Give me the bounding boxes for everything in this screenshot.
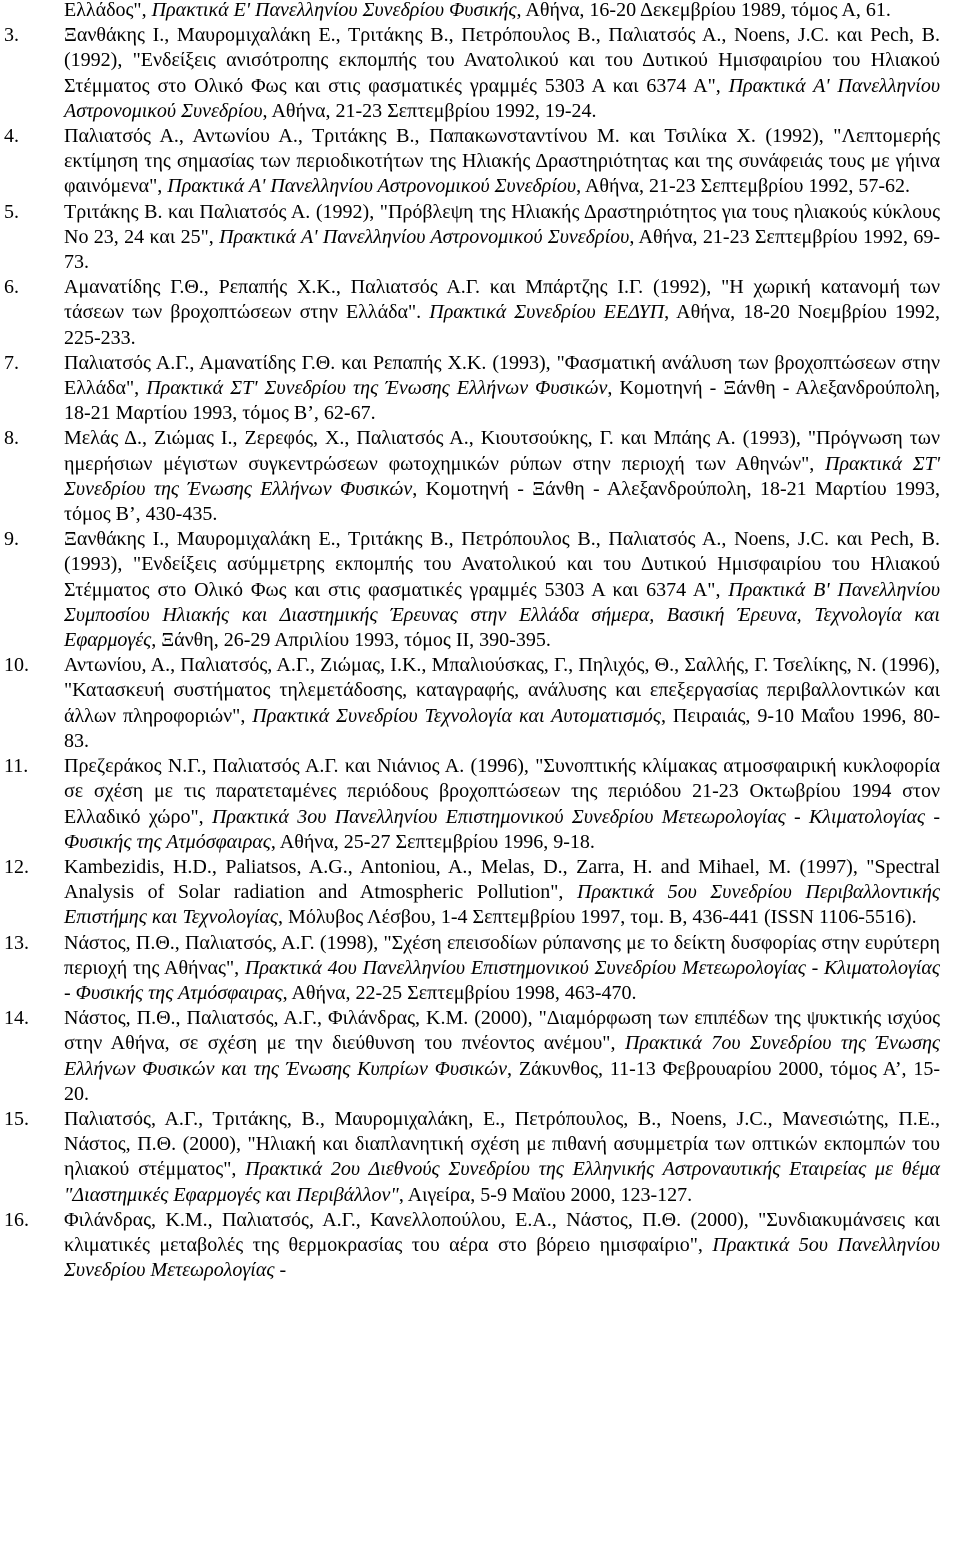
reference-number: 7. <box>4 351 19 374</box>
reference-body <box>64 653 940 754</box>
reference-number: 10. <box>4 654 29 677</box>
reference-item <box>0 1208 960 1284</box>
reference-text-segment: , Αθήνα, 22-25 Σεπτεμβρίου 1998, 463-470. <box>282 981 637 1004</box>
reference-body <box>64 754 940 855</box>
reference-venue-italic: Πρακτικά ΣΤ' Συνεδρίου της Ένωσης Ελλήνων Φυσικών <box>146 377 608 400</box>
reference-number: 6. <box>4 276 19 299</box>
reference-body <box>64 23 940 124</box>
reference-text-segment: Kambezidis, H.D., Paliatsos, A.G., Antoniou, A., Melas, D., Zarra, H. and Mihael, M. (1997), "Spectral Analysis of Solar radiation and Atmospheric Pollution", <box>64 855 940 904</box>
reference-item <box>0 754 960 855</box>
reference-item <box>0 527 960 653</box>
reference-venue-italic: Πρακτικά ΣΤ' Συνεδρίου της Ένωσης Ελλήνων Φυσικών <box>64 452 940 500</box>
reference-text-segment: , Κομοτηνή - Ξάνθη - Αλεξανδρούπολη, 18-21 Μαρτίου 1993, τόμος Β’, 62-67. <box>64 377 941 425</box>
reference-text-segment: , Αθήνα, 18-20 Νοεμβρίου 1992, 225-233. <box>64 301 940 349</box>
reference-list <box>0 23 960 1283</box>
reference-item <box>0 653 960 754</box>
reference-venue-italic: Πρακτικά Συνεδρίου ΕΕΔΥΠ <box>429 301 665 324</box>
reference-number: 13. <box>4 931 29 954</box>
reference-venue-italic: Πρακτικά 4ου Πανελληνίου Επιστημονικού Συνεδρίου Μετεωρολογίας - Κλιματολογίας - Φυσικής της Ατμόσφαιρας <box>64 956 941 1004</box>
reference-text-segment: Παλιατσός, Α.Γ., Τριτάκης, Β., Μαυρομιχαλάκη, Ε., Πετρόπουλος, Β., Noens, J.C., Μανεσιώτης, Π.Ε., Νάστος, Π.Θ. (2000), "Ηλιακή και διαπλανητική σχέση με πιθανή ασυμμετρία των οπτικών εκπομπών του ηλιακού στέμματος", <box>64 1107 940 1181</box>
reference-number: 15. <box>4 1107 29 1130</box>
reference-body <box>64 1208 940 1284</box>
reference-text-segment: , Αιγείρα, 5-9 Μαϊου 2000, 123-127. <box>398 1183 693 1206</box>
reference-number: 8. <box>4 427 19 450</box>
reference-body <box>64 1107 940 1208</box>
reference-text-segment: Νάστος, Π.Θ., Παλιατσός, Α.Γ. (1998), "Σχέση επεισοδίων ρύπανσης με το δείκτη δυσφορίας στην ευρύτερη περιοχή της Αθήνας", <box>64 931 940 979</box>
reference-text-segment: Φιλάνδρας, Κ.Μ., Παλιατσός, Α.Γ., Κανελλοπούλου, Ε.Α., Νάστος, Π.Θ. (2000), "Συνδιακυμάνσεις και κλιματικές μεταβολές της θερμοκρασίας του αέρα στο βόρειο ημισφαίριο", <box>64 1208 940 1256</box>
reference-text-segment: , Μόλυβος Λέσβου, 1-4 Σεπτεμβρίου 1997, τομ. Β, 436-441 (ISSN 1106-5516). <box>278 906 917 929</box>
reference-number: 3. <box>4 24 19 47</box>
reference-item <box>0 1006 960 1107</box>
reference-venue-italic: Πρακτικά Α' Πανελληνίου Αστρονομικού Συνεδρίου <box>219 225 630 248</box>
reference-venue-italic: Πρακτικά Ε' Πανελληνίου Συνεδρίου Φυσικής <box>151 0 517 21</box>
reference-item <box>0 1107 960 1208</box>
reference-body <box>64 351 940 427</box>
reference-text-segment: , Ξάνθη, 26-29 Απριλίου 1993, τόμος ΙΙ, 390-395. <box>151 629 551 652</box>
reference-text-segment: , Αθήνα, 21-23 Σεπτεμβρίου 1992, 19-24. <box>262 99 597 122</box>
reference-item <box>0 23 960 124</box>
reference-text-segment: Μελάς Δ., Ζιώμας Ι., Ζερεφός, Χ., Παλιατσός Α., Κιουτσούκης, Γ. και Μπάης Α. (1993), "Πρόγνωση των ημερήσιων μέγιστων συγκεντρώσεων φωτοχημικών ρύπων στην περιοχή των Αθηνών", <box>64 427 940 475</box>
reference-number: 14. <box>4 1007 29 1030</box>
reference-text-segment: Ελλάδος", <box>64 0 152 21</box>
reference-text-segment: , Κομοτηνή - Ξάνθη - Αλεξανδρούπολη, 18-21 Μαρτίου 1993, τόμος Β’, 430-435. <box>64 477 940 526</box>
reference-text-segment: Αμανατίδης Γ.Θ., Ρεπαπής Χ.Κ., Παλιατσός Α.Γ. και Μπάρτζης Ι.Γ. (1992), "Η χωρική κατανομή των τάσεων των βροχοπτώσεων στην Ελλάδα". <box>64 276 940 324</box>
reference-item <box>0 931 960 1007</box>
reference-number: 4. <box>4 125 19 148</box>
reference-text-segment: Παλιατσός Α., Αντωνίου Α., Τριτάκης Β., Παπακωνσταντίνου Μ. και Τσιλίκα Χ. (1992), "Λεπτομερής εκτίμηση της σημασίας των περιοδικοτήτων της Ηλιακής Δραστηριότητας και της συνάφειάς τους με γήινα φαινόμενα", <box>64 125 940 198</box>
reference-venue-italic: Πρακτικά 5ου Πανελληνίου Συνεδρίου Μετεωρολογίας - <box>64 1233 940 1282</box>
reference-text-segment: , Αθήνα, 21-23 Σεπτεμβρίου 1992, 57-62. <box>576 175 911 198</box>
reference-body <box>64 931 940 1007</box>
reference-text-segment: Πρεζεράκος Ν.Γ., Παλιατσός Α.Γ. και Νιάνιος Α. (1996), "Συνοπτικής κλίμακας ατμοσφαιρική κυκλοφορία σε σχέση με τις παρατεταμένες περιόδους βροχοπτώσεων της περιόδου 21-23 Οκτωβρίου 1994 στον Ελλαδικό χώρο", <box>64 755 940 828</box>
reference-item <box>0 855 960 931</box>
reference-body <box>64 200 940 276</box>
reference-item <box>0 124 960 200</box>
reference-text-segment: Ξανθάκης Ι., Μαυρομιχαλάκη Ε., Τριτάκης Β., Πετρόπουλος Β., Παλιατσός Α., Noens, J.C. και Pech, B. (1992), "Ενδείξεις ανισότροπης εκπομπής του Ανατολικού και του Δυτικού Ημισφαιρίου του Ηλιακού Στέμματος στο Ολικό Φως και στις φασματικές γραμμές 5303 Α και 6374 Α", <box>64 24 940 97</box>
reference-venue-italic: Πρακτικά 7ου Συνεδρίου της Ένωσης Ελλήνων Φυσικών και της Ένωσης Κυπρίων Φυσικών <box>64 1032 941 1080</box>
reference-text-segment: , Αθήνα, 21-23 Σεπτεμβρίου 1992, 69-73. <box>64 225 940 274</box>
reference-number: 12. <box>4 855 29 878</box>
reference-text-segment: , Αθήνα, 16-20 Δεκεμβρίου 1989, τόμος Α, 61. <box>516 0 891 21</box>
reference-body <box>64 1006 940 1107</box>
reference-venue-italic: Πρακτικά Α' Πανελληνίου Αστρονομικού Συνεδρίου <box>64 74 940 122</box>
reference-venue-italic: Πρακτικά 5ου Συνεδρίου Περιβαλλοντικής Επιστήμης και Τεχνολογίας <box>64 881 940 929</box>
reference-number: 5. <box>4 200 19 223</box>
reference-body <box>64 124 940 200</box>
reference-venue-italic: Πρακτικά Συνεδρίου Τεχνολογία και Αυτοματισμός <box>252 704 661 727</box>
reference-text-segment: , Αθήνα, 25-27 Σεπτεμβρίου 1996, 9-18. <box>270 830 595 853</box>
reference-number: 9. <box>4 528 19 551</box>
reference-body <box>64 855 940 931</box>
reference-text-segment: , Πειραιάς, 9-10 Μαΐου 1996, 80-83. <box>64 704 940 752</box>
reference-venue-italic: Πρακτικά Α' Πανελληνίου Αστρονομικού Συνεδρίου <box>167 175 577 198</box>
reference-text-segment: , Ζάκυνθος, 11-13 Φεβρουαρίου 2000, τόμος Α’, 15-20. <box>64 1057 940 1105</box>
reference-item <box>0 351 960 427</box>
reference-text-segment: Ξανθάκης Ι., Μαυρομιχαλάκη Ε., Τριτάκης Β., Πετρόπουλος Β., Παλιατσός Α., Noens, J.C. και Pech, B. (1993), "Ενδείξεις ασύμμετρης εκπομπής του Ανατολικού και του Δυτικού Ημισφαιρίου του Ηλιακού Στέμματος στο Ολικό Φως και στις φασματικές γραμμές 5303 Α και 6374 Α", <box>64 528 940 601</box>
reference-text-segment: Νάστος, Π.Θ., Παλιατσός, Α.Γ., Φιλάνδρας, Κ.Μ. (2000), "Διαμόρφωση των επιπέδων της ψυκτικής ισχύος στην Αθήνα, σε σχέση με την διεύθυνση του πνέοντος ανέμου", <box>64 1007 940 1055</box>
reference-venue-italic: Πρακτικά 2ου Διεθνούς Συνεδρίου της Ελληνικής Αστροναυτικής Εταιρείας με θέμα "Διαστημικές Εφαρμογές και Περιβάλλον" <box>64 1158 940 1206</box>
reference-text-segment: Παλιατσός Α.Γ., Αμανατίδης Γ.Θ. και Ρεπαπής Χ.Κ. (1993), "Φασματική ανάλυση των βροχοπτώσεων στην Ελλάδα", <box>64 351 940 400</box>
reference-body <box>64 527 940 653</box>
reference-item <box>0 275 960 351</box>
continued-reference-text <box>0 0 960 23</box>
reference-body <box>64 426 940 527</box>
reference-venue-italic: Πρακτικά Β' Πανελληνίου Συμποσίου Ηλιακής και Διαστημικής Έρευνας στην Ελλάδα σήμερα, Βασική Έρευνα, Τεχνολογία και Εφαρμογές <box>64 578 940 652</box>
reference-body <box>64 275 940 351</box>
reference-item <box>0 426 960 527</box>
reference-venue-italic: Πρακτικά 3ου Πανελληνίου Επιστημονικού Συνεδρίου Μετεωρολογίας - Κλιματολογίας - Φυσικής της Ατμόσφαιρας <box>64 805 940 853</box>
reference-number: 16. <box>4 1208 29 1231</box>
reference-text-segment: Αντωνίου, Α., Παλιατσός, Α.Γ., Ζιώμας, Ι.Κ., Μπαλιούσκας, Γ., Πηλιχός, Θ., Σαλλής, Γ. Τσελίκης, Ν. (1996), "Κατασκευή συστήματος τηλεμετάδοσης, καταγραφής, ανάλυσης και επεξεργασίας περιβαλλοντικών και άλλων πληροφοριών", <box>64 654 940 727</box>
reference-item <box>0 200 960 276</box>
reference-text-segment: Τριτάκης Β. και Παλιατσός Α. (1992), "Πρόβλεψη της Ηλιακής Δραστηριότητος για τους ηλιακούς κύκλους No 23, 24 και 25", <box>64 200 940 248</box>
reference-number: 11. <box>4 755 29 778</box>
